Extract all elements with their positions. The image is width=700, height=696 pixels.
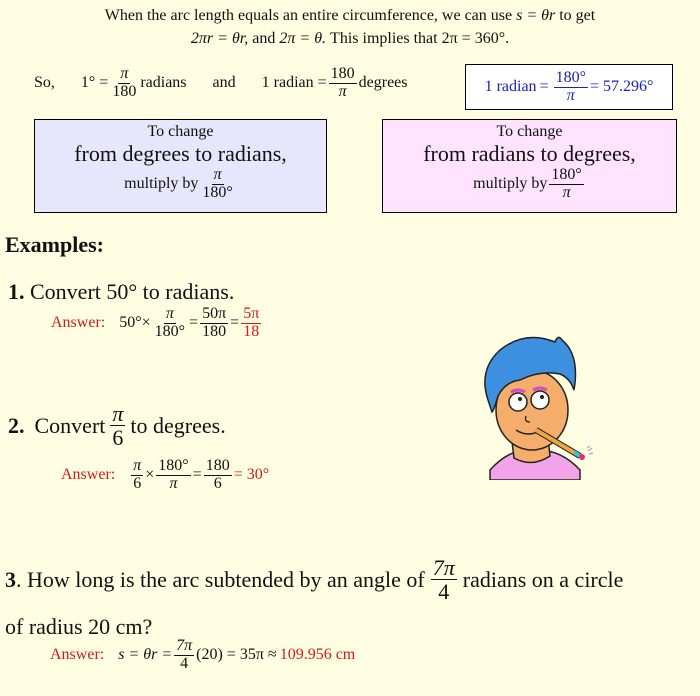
intro-line-1 <box>0 4 700 27</box>
fraction <box>200 306 228 341</box>
intro-text: When the arc length equals an entire circumference, we can use <box>104 7 513 24</box>
denominator: π <box>562 183 571 201</box>
and-label: and <box>212 74 236 92</box>
example-number: 1. <box>8 279 25 304</box>
numerator: 50π <box>202 305 227 322</box>
denominator: 180° <box>202 183 233 201</box>
pi-over-180-fraction <box>110 66 138 101</box>
fraction <box>204 458 232 493</box>
numerator: 180 <box>205 457 230 474</box>
intro-text: and <box>252 30 276 47</box>
example-2-question <box>8 402 226 449</box>
question-text: to degrees. <box>130 412 226 438</box>
intro-text: to get <box>559 7 596 24</box>
radian-fraction <box>554 70 588 105</box>
multiply-label: multiply by <box>124 175 199 193</box>
arc-formula: s = θr <box>516 7 556 24</box>
denominator: π <box>169 474 178 492</box>
answer-label: Answer: <box>51 314 106 332</box>
numerator: 180° <box>551 166 582 183</box>
example-3-question <box>5 556 623 603</box>
box-title: from radians to degrees, <box>423 141 636 166</box>
result-fraction <box>241 306 261 341</box>
numerator: π <box>133 457 142 474</box>
degrees-to-radians-box <box>34 119 327 213</box>
box-caption: To change <box>147 123 214 140</box>
intro-text: This implies that <box>330 30 438 47</box>
fraction <box>131 458 143 493</box>
answer-label: Answer: <box>61 466 116 484</box>
question-text: Convert 50° to radians. <box>30 279 235 304</box>
numerator: 7π <box>176 637 193 654</box>
radian-value: = 57.296° <box>590 78 654 95</box>
numerator: π <box>213 166 222 183</box>
numerator: 180 <box>330 65 355 82</box>
intro-paragraph <box>0 4 700 50</box>
question-text: Convert <box>34 412 106 438</box>
equals: = <box>189 314 199 332</box>
one-radian-box <box>465 64 673 110</box>
denominator: 4 <box>180 654 189 672</box>
question-text: . How long is the arc subtended by an angle of <box>16 566 425 592</box>
multiply-label: multiply by <box>473 175 548 193</box>
example-number: 3 <box>5 566 16 592</box>
radian-label: 1 radian <box>484 78 537 95</box>
multiply-instruction <box>35 167 326 202</box>
numerator: 5π <box>243 305 260 322</box>
numerator: 180° <box>555 68 586 86</box>
factor-fraction <box>200 167 234 202</box>
radians-label: radians <box>140 74 187 92</box>
180-over-pi-fraction <box>329 66 357 101</box>
denominator: 180° <box>154 322 186 340</box>
example-3-answer <box>50 638 355 673</box>
formula: 2π = θ. <box>279 30 327 47</box>
times: × <box>145 466 155 484</box>
factor-fraction <box>549 167 583 202</box>
example-1-question <box>8 279 234 305</box>
question-fraction <box>110 402 125 449</box>
denominator: π <box>566 86 575 104</box>
one-degree-label: 1° = <box>80 74 109 92</box>
formula: (20) = 35π ≈ <box>196 646 277 664</box>
question-fraction <box>431 556 457 603</box>
thinking-cartoon-icon <box>470 330 595 480</box>
one-radian-label: 1 radian = <box>261 74 327 92</box>
denominator: 6 <box>133 474 142 492</box>
result: 109.956 cm <box>279 646 356 664</box>
numerator: 180° <box>158 457 189 474</box>
denominator: 4 <box>438 579 450 605</box>
intro-line-2 <box>0 27 700 50</box>
denominator: 6 <box>112 425 124 451</box>
numerator: π <box>120 65 129 82</box>
numerator: π <box>165 305 174 322</box>
box-caption: To change <box>496 123 563 140</box>
conversion-factors-line <box>34 66 408 101</box>
degrees-label: degrees <box>358 74 408 92</box>
so-label: So, <box>34 74 55 92</box>
examples-heading: Examples: <box>5 232 104 257</box>
denominator: 18 <box>243 322 260 340</box>
example-1-answer <box>51 306 263 341</box>
denominator: π <box>338 82 347 100</box>
denominator: 180 <box>202 322 227 340</box>
fraction <box>153 306 187 341</box>
fraction <box>174 638 194 673</box>
step: 50°× <box>119 314 151 332</box>
formula: s = θr = <box>118 646 173 664</box>
denominator: 6 <box>213 474 222 492</box>
formula: 2π = 360°. <box>441 30 510 47</box>
answer-label: Answer: <box>50 646 105 664</box>
fraction <box>156 458 190 493</box>
numerator: π <box>112 401 124 426</box>
example-2-answer <box>61 458 269 493</box>
example-number: 2. <box>8 412 25 438</box>
multiply-instruction <box>383 167 676 202</box>
numerator: 7π <box>432 555 455 580</box>
denominator: 180 <box>112 82 137 100</box>
equals: = <box>192 466 202 484</box>
box-title: from degrees to radians, <box>74 141 287 166</box>
radians-to-degrees-box <box>382 119 677 213</box>
question-text: radians on a circle <box>462 566 624 592</box>
result: = 30° <box>233 466 270 484</box>
equals: = <box>539 78 549 95</box>
equals: = <box>230 314 240 332</box>
example-3-question-line-2: of radius 20 cm? <box>5 614 153 639</box>
formula: 2πr = θr, <box>190 30 249 47</box>
